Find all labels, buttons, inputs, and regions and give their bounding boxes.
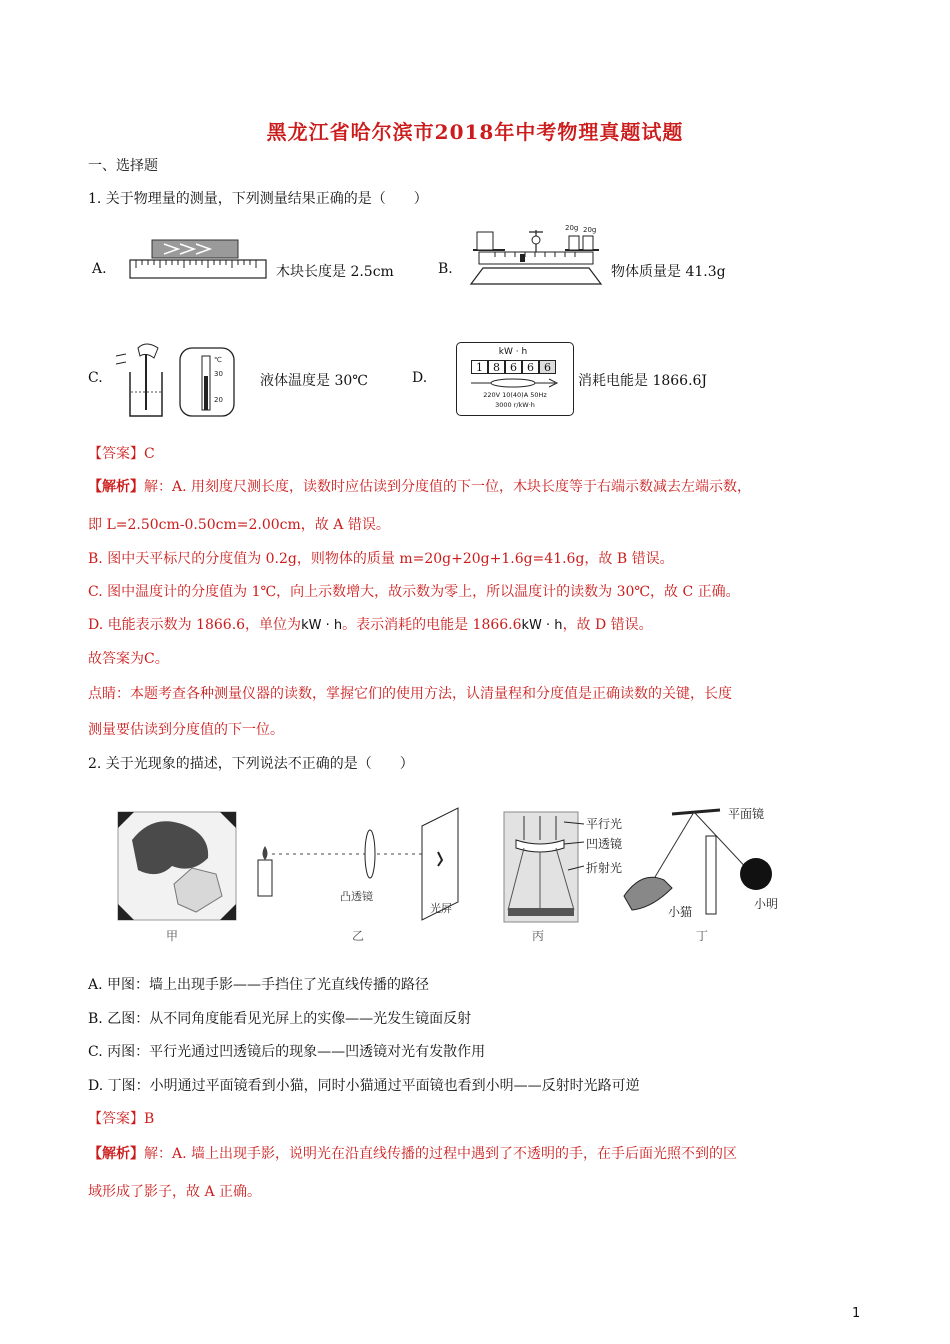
balance-figure [465,222,607,292]
q1-analysis-line-4: C. 图中温度计的分度值为 1℃，向上示数增大，故示数为零上，所以温度计的读数为 30℃，故 C 正确。 [88,584,740,600]
meter-digit: 8 [488,360,505,374]
weight-2 [583,236,593,250]
section-heading: 一、选择题 [88,158,158,174]
thermo-mark-30: 30 [214,370,223,378]
meter-dial [467,377,563,389]
concave-lens-label: 凹透镜 [586,837,623,851]
meter-spec-1: 220V 10(40)A 50Hz [483,391,547,399]
weight-1-label: 20g [565,224,579,232]
analysis-text: D. 电能表示数为 1866.6，单位为 [88,617,302,633]
analysis-text: 。表示消耗的电能是 1866.6 [342,617,522,633]
xiaoming-head [740,858,772,890]
refracted-light-label: 折射光 [586,861,623,875]
q1-answer: 【答案】C [88,446,155,462]
page-number: 1 [852,1306,861,1321]
q1-conclusion: 故答案为C。 [88,651,169,667]
dial-disc [491,379,535,387]
ruler-figure [128,238,270,282]
weight-2-label: 20g [583,226,597,234]
analysis-label: 【解析】 [88,479,144,495]
base-plate [508,908,574,916]
meter-digit: 1 [471,360,488,374]
screen-label: 光屏 [430,902,452,915]
page-title: 黑龙江省哈尔滨市2018年中考物理真题试题 [266,120,684,144]
q2-option-d: D. 丁图：小明通过平面镜看到小猫，同时小猫通过平面镜也看到小明——反射时光路可逆 [88,1078,640,1094]
fig-yi-lens-setup [258,808,458,943]
balance-beam [479,252,593,264]
eye-icon [116,354,126,364]
meter-digit-decimal: 6 [539,360,556,374]
thermometer-figure [110,340,238,420]
analysis-text: 解：A. 墙上出现手影，说明光在沿直线传播的过程中遇到了不透明的手，在手后面光照不到的区 [144,1146,738,1162]
pivot [532,236,540,244]
mirror-label: 平面镜 [728,807,765,821]
thermo-mark-top: ℃ [214,356,222,364]
weight-1 [569,236,579,250]
balance-base [471,268,601,284]
fig-bing-label: 丙 [532,929,545,943]
ruler [130,260,266,278]
fig-bing-concave-lens [504,812,622,943]
wall [706,836,716,914]
q1-analysis-line-3: B. 图中天平标尺的分度值为 0.2g，则物体的质量 m=20g+20g+1.6g=41.6g，故 B 错误。 [88,551,674,567]
q2-analysis-line-2: 域形成了影子，故 A 正确。 [88,1184,262,1200]
analysis-label: 【解析】 [88,1146,144,1162]
q1-option-a-text: 木块长度是 2.5cm [276,264,394,280]
convex-lens [365,830,375,878]
unit-formula: kW · h [521,618,563,633]
q1-option-d-text: 消耗电能是 1866.6J [578,373,708,389]
q2-figures [112,800,802,950]
q2-analysis-line-1 [88,1143,737,1163]
q1-option-a-letter: A. [92,261,107,277]
q1-option-b-text: 物体质量是 41.3g [611,264,726,280]
parallel-light-label: 平行光 [586,817,623,831]
convex-lens-label: 凸透镜 [340,890,373,903]
q1-tip-line-2: 测量要估读到分度值的下一位。 [88,722,284,738]
q2-option-a: A. 甲图：墙上出现手影——手挡住了光直线传播的路径 [88,977,430,993]
unit-formula: kW · h [301,618,343,633]
analysis-text: ，故 D 错误。 [562,617,653,633]
q1-option-d-letter: D. [412,370,428,386]
fig-ding-mirror [624,806,778,943]
q1-analysis-line-5 [88,614,653,634]
q1-option-c-letter: C. [88,370,103,386]
candle [258,860,272,896]
cat [624,877,672,910]
meter-digit: 6 [505,360,522,374]
analysis-text: 解：A. 用刻度尺测长度，读数时应估读到分度值的下一位，木块长度等于右端示数减去左端示数， [144,479,752,495]
meter-digits [471,360,556,374]
hand [138,344,158,358]
xiaoming-label: 小明 [754,897,779,911]
meter-digit: 6 [522,360,539,374]
meter-unit: kW · h [498,347,528,357]
beam-rider [520,254,525,262]
q2-option-b: B. 乙图：从不同角度能看见光屏上的实像——光发生镜面反射 [88,1011,472,1027]
q1-tip-line-1: 点睛：本题考查各种测量仪器的读数，掌握它们的使用方法，认清量程和分度值是正确读数的关键，长度 [88,686,732,702]
candle-flame [263,846,268,860]
thermo-mark-20: 20 [214,396,223,404]
meter-spec-2: 3000 r/kW·h [495,401,535,409]
fig-jia-hand-shadow [118,812,236,943]
q2-answer: 【答案】B [88,1111,155,1127]
mercury-column [204,376,208,410]
electricity-meter [456,342,574,416]
fig-jia-label: 甲 [166,929,179,943]
fig-yi-label: 乙 [352,929,365,943]
q2-option-c: C. 丙图：平行光通过凹透镜后的现象——凹透镜对光有发散作用 [88,1044,486,1060]
cat-label: 小猫 [668,905,693,919]
q2-stem: 2. 关于光现象的描述，下列说法不正确的是（ ） [88,756,414,772]
q1-analysis-line-1 [88,476,751,496]
plane-mirror [672,810,720,814]
fig-ding-label: 丁 [696,929,709,943]
q1-option-b-letter: B. [438,261,453,277]
object-box [477,232,493,250]
q1-analysis-line-2: 即 L=2.50cm-0.50cm=2.00cm，故 A 错误。 [88,517,390,533]
q1-stem: 1. 关于物理量的测量，下列测量结果正确的是（ ） [88,191,428,207]
q1-option-c-text: 液体温度是 30℃ [260,373,368,389]
